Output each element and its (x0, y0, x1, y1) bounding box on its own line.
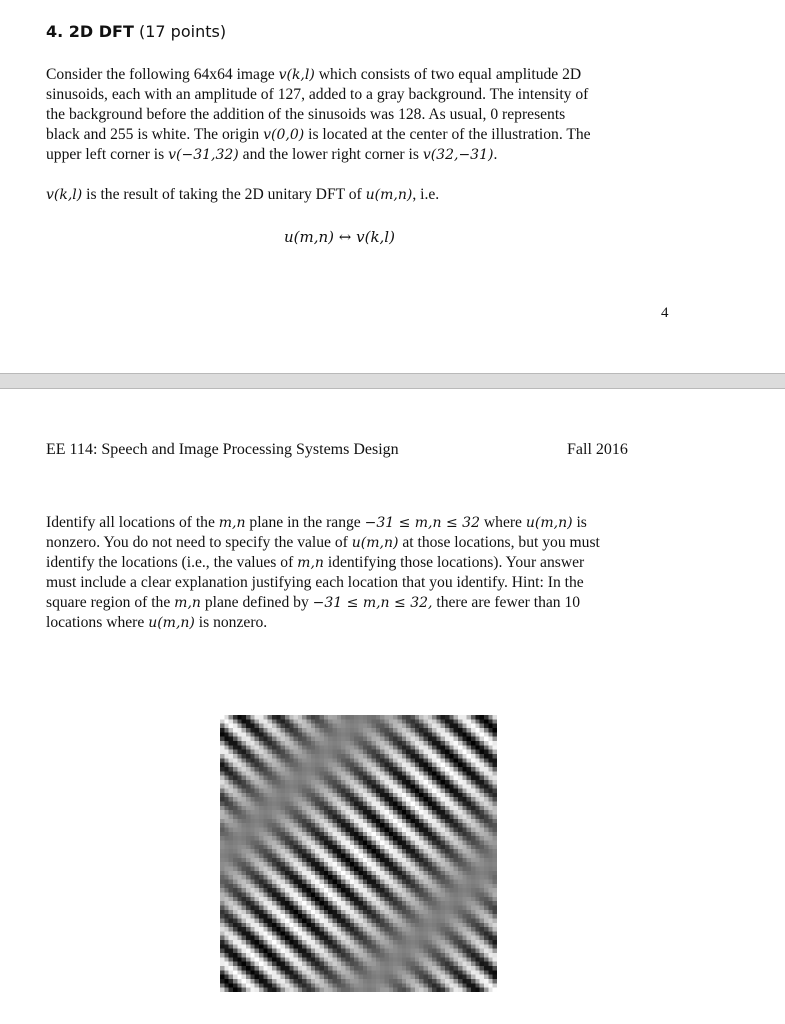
text-line (46, 573, 584, 593)
question-number: 4. 2D DFT (46, 22, 134, 41)
text-segment: is nonzero. (194, 614, 268, 631)
text-line (46, 613, 267, 633)
math-expression: −31 ≤ m,n ≤ 32, (312, 595, 433, 611)
text-segment: at those locations, but you must (398, 534, 600, 551)
text-segment: upper left corner is (46, 146, 169, 163)
text-segment: nonzero. You do not need to specify the value of (46, 534, 352, 551)
page-number: 4 (661, 305, 669, 321)
page-divider (0, 373, 785, 389)
math-expression: v(32,−31) (422, 147, 494, 163)
math-expression: v(0,0) (263, 127, 305, 143)
text-segment: . (493, 146, 498, 163)
text-line (46, 125, 591, 145)
text-segment: Consider the following 64x64 image (46, 66, 279, 83)
text-segment: sinusoids, each with an amplitude of 127, added to a gray background. The intensity of (46, 86, 589, 103)
text-segment: and the lower right corner is (238, 146, 423, 163)
sinusoid-image (220, 715, 497, 992)
text-segment: the background before the addition of the sinusoids was 128. As usual, 0 represents (46, 106, 566, 123)
text-segment: locations where (46, 614, 149, 631)
course-header: EE 114: Speech and Image Processing Systems Design (46, 441, 399, 458)
math-expression: u(m,n) (525, 515, 573, 531)
math-expression: m,n (297, 555, 324, 571)
text-line (46, 105, 565, 125)
text-segment: , i.e. (412, 186, 440, 203)
math-expression: u(m,n) (148, 615, 195, 631)
math-expression: v(k,l) (278, 67, 315, 83)
equation: u(m,n) ↔ v(k,l) (284, 228, 395, 246)
text-line (46, 185, 439, 205)
text-line (46, 145, 497, 165)
text-line (46, 65, 581, 85)
math-expression: −31 ≤ m,n ≤ 32 (364, 515, 480, 531)
text-segment: black and 255 is white. The origin (46, 126, 264, 143)
text-segment: is the result of taking the 2D unitary DFT of (82, 186, 366, 203)
text-segment: identifying those locations). Your answer (323, 554, 585, 571)
math-expression: m,n (174, 595, 201, 611)
math-expression: u(m,n) (351, 535, 399, 551)
math-expression: v(k,l) (46, 187, 83, 203)
text-segment: there are fewer than 10 (432, 594, 581, 611)
text-line (46, 593, 580, 613)
text-line (46, 533, 600, 553)
math-expression: v(−31,32) (168, 147, 239, 163)
text-segment: is (572, 514, 587, 531)
math-expression: m,n (218, 515, 246, 531)
text-segment: plane in the range (245, 514, 365, 531)
text-segment: Identify all locations of the (46, 514, 219, 531)
text-segment: square region of the (46, 594, 175, 611)
text-line (46, 85, 588, 105)
text-segment: where (479, 514, 526, 531)
question-points: (17 points) (138, 22, 227, 41)
question-title (46, 22, 226, 41)
text-segment: plane defined by (200, 594, 313, 611)
text-line (46, 513, 587, 533)
math-expression: u(m,n) (365, 187, 413, 203)
text-line (46, 553, 584, 573)
text-segment: identify the locations (i.e., the values of (46, 554, 298, 571)
text-segment: must include a clear explanation justifying each location that you identify. Hint: In the (46, 574, 584, 591)
term-header: Fall 2016 (567, 441, 628, 458)
text-segment: which consists of two equal amplitude 2D (314, 66, 582, 83)
text-segment: is located at the center of the illustration. The (304, 126, 591, 143)
